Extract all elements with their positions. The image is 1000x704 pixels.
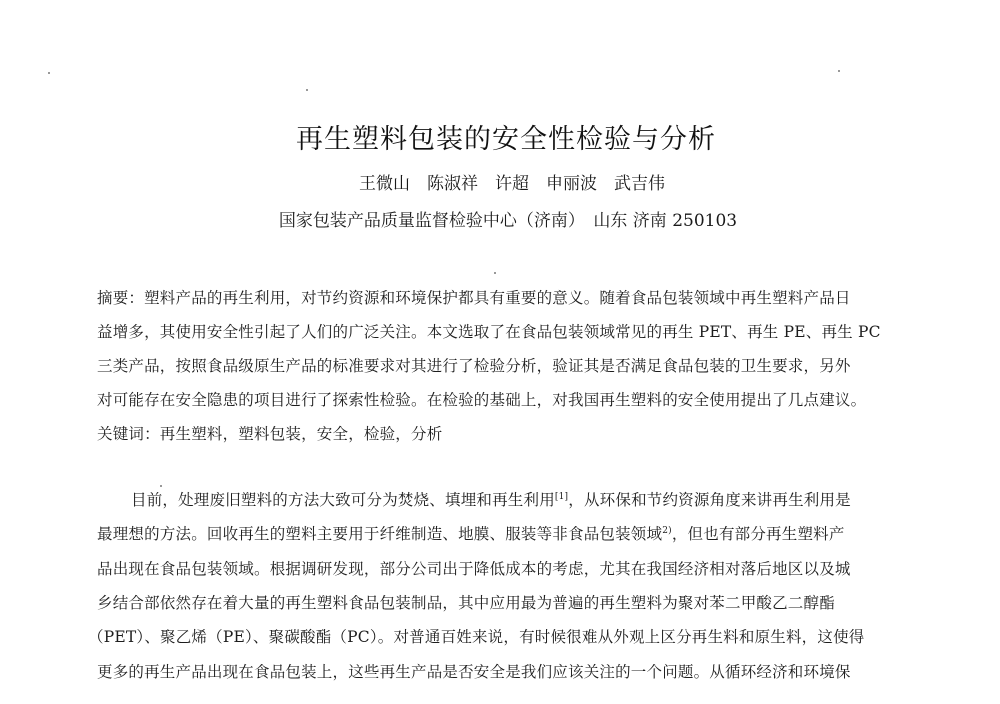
affiliation: 国家包装产品质量监督检验中心（济南） 山东 济南 250103	[278, 211, 738, 231]
scan-speck	[306, 89, 308, 91]
abstract-line: 对可能存在安全隐患的项目进行了探索性检验。在检验的基础上，对我国再生塑料的安全使用提出了几点建议。	[97, 391, 867, 409]
scan-speck	[838, 70, 840, 72]
abstract-line: 三类产品，按照食品级原生产品的标准要求对其进行了检验分析，验证其是否满足食品包装的卫生要求，另外	[97, 357, 851, 375]
citation-ref: 2)	[662, 526, 672, 536]
abstract-line: 摘要：塑料产品的再生利用，对节约资源和环境保护都具有重要的意义。随着食品包装领域中再生塑料产品日	[97, 289, 851, 307]
body-line	[97, 523, 927, 545]
citation-ref: [1]	[554, 492, 569, 502]
body-text: ，但也有部分再生塑料产	[671, 525, 845, 543]
body-line: 乡结合部依然存在着大量的再生塑料食品包装制品，其中应用最为普遍的再生塑料为聚对苯二甲酸乙二醇酯	[97, 594, 835, 612]
paper-title: 再生塑料包装的安全性检验与分析	[296, 124, 716, 155]
body-line: （PET）、聚乙烯（PE）、聚碳酸酯（PC）。对普通百姓来说，有时候很难从外观上区分再生料和原生料，这使得	[88, 628, 865, 646]
body-line: 品出现在食品包装领域。根据调研发现，部分公司出于降低成本的考虑，尤其在我国经济相对落后地区以及城	[97, 560, 851, 578]
body-line: 更多的再生产品出现在食品包装上，这些再生产品是否安全是我们应该关注的一个问题。从循环经济和环境保	[97, 663, 851, 681]
abstract-line: 益增多，其使用安全性引起了人们的广泛关注。本文选取了在食品包装领域常见的再生 PET、再生 PE、再生 PC	[97, 323, 881, 341]
author-list: 王微山 陈淑祥 许超 申丽波 武吉伟	[359, 174, 665, 194]
body-text: ，从环保和节约资源角度来讲再生利用是	[568, 491, 851, 509]
scan-speck	[48, 72, 50, 74]
scan-speck	[494, 272, 496, 274]
body-line	[131, 489, 961, 511]
scan-speck	[160, 485, 162, 487]
keywords-line: 关键词：再生塑料，塑料包装，安全，检验，分析	[97, 425, 443, 443]
body-text: 目前，处理废旧塑料的方法大致可分为焚烧、填埋和再生利用	[131, 491, 555, 509]
body-text: 最理想的方法。回收再生的塑料主要用于纤维制造、地膜、服装等非食品包装领域	[97, 525, 663, 543]
